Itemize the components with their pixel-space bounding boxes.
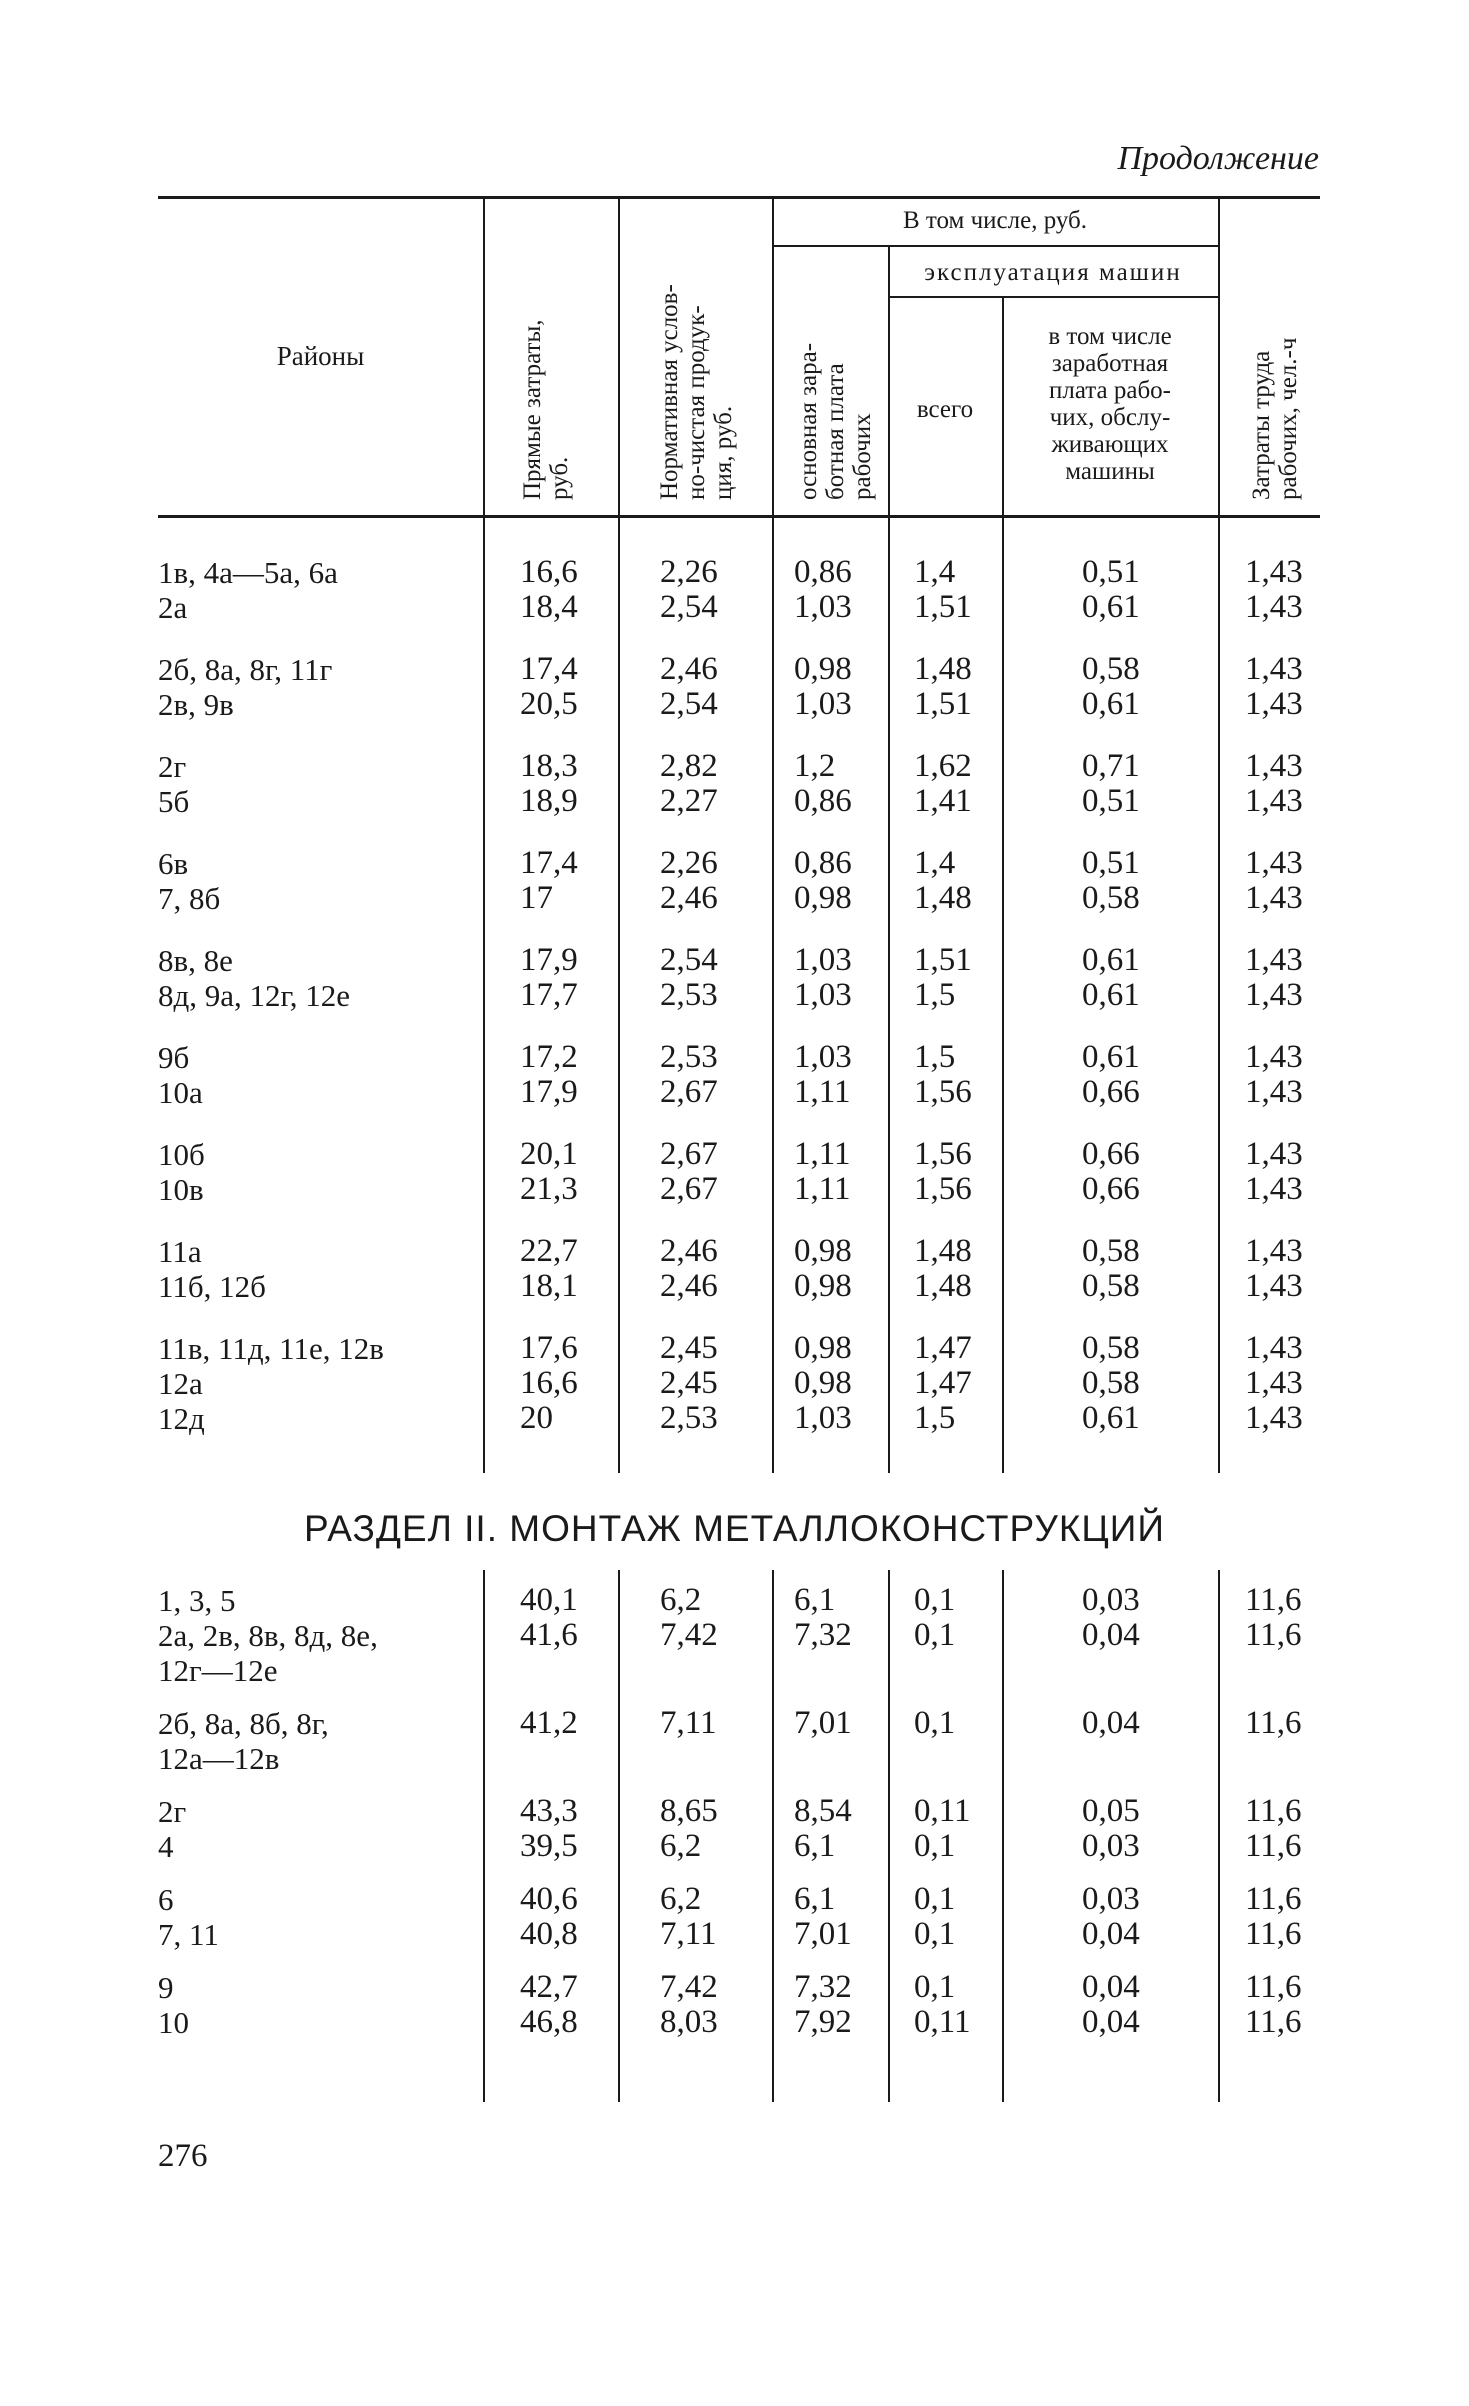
- cell-total: 1,4: [914, 554, 956, 590]
- header-incl-line: заработная: [1051, 350, 1169, 377]
- cell-mwage: 0,04: [1082, 1916, 1140, 1952]
- cell-wage: 0,86: [794, 783, 852, 819]
- cell-mwage: 0,66: [1082, 1136, 1140, 1172]
- cell-direct: 39,5: [520, 1828, 578, 1864]
- cell-norm: 7,42: [660, 1969, 718, 2005]
- cell-wage: 1,03: [794, 977, 852, 1013]
- cell-direct: 18,3: [520, 748, 578, 784]
- cell-norm: 2,45: [660, 1365, 718, 1401]
- column-divider: [888, 1570, 890, 2102]
- header-incl-wage: [1002, 323, 1218, 485]
- cell-direct: 40,1: [520, 1582, 578, 1618]
- cell-labor: 11,6: [1245, 1828, 1302, 1864]
- region-label: 2б, 8а, 8б, 8г, 12а—12в: [158, 1706, 329, 1776]
- cell-total: 1,56: [914, 1074, 972, 1110]
- cell-total: 1,48: [914, 880, 972, 916]
- region-label: 4: [158, 1829, 174, 1864]
- cell-direct: 18,4: [520, 589, 578, 625]
- cell-direct: 17,7: [520, 977, 578, 1013]
- cell-wage: 7,92: [794, 2004, 852, 2040]
- cell-labor: 1,43: [1245, 748, 1303, 784]
- cell-norm: 2,54: [660, 686, 718, 722]
- cell-norm: 8,65: [660, 1793, 718, 1829]
- region-label: 9: [158, 1970, 174, 2005]
- column-divider: [1218, 1570, 1220, 2102]
- cell-labor: 1,43: [1245, 686, 1303, 722]
- cell-direct: 40,6: [520, 1881, 578, 1917]
- cell-mwage: 0,58: [1082, 651, 1140, 687]
- cell-norm: 2,26: [660, 554, 718, 590]
- cell-wage: 1,03: [794, 1400, 852, 1436]
- region-label: 2а, 2в, 8в, 8д, 8е, 12г—12е: [158, 1618, 378, 1688]
- header-normative-net: [656, 284, 737, 500]
- region-label: 10б: [158, 1137, 205, 1172]
- region-label: 1в, 4а—5а, 6а: [158, 555, 338, 590]
- cell-norm: 2,67: [660, 1171, 718, 1207]
- column-divider: [483, 518, 485, 1473]
- cell-norm: 7,11: [660, 1916, 717, 1952]
- cell-wage: 1,03: [794, 1039, 852, 1075]
- cell-norm: 2,54: [660, 589, 718, 625]
- column-divider: [1002, 518, 1004, 1473]
- cell-norm: 2,46: [660, 1268, 718, 1304]
- cell-total: 1,51: [914, 942, 972, 978]
- cell-mwage: 0,71: [1082, 748, 1140, 784]
- cell-mwage: 0,61: [1082, 1039, 1140, 1075]
- cell-norm: 2,67: [660, 1074, 718, 1110]
- cell-direct: 17,9: [520, 942, 578, 978]
- cell-wage: 7,32: [794, 1617, 852, 1653]
- header-labor: [1248, 338, 1302, 500]
- cell-wage: 7,01: [794, 1705, 852, 1741]
- cell-wage: 6,1: [794, 1881, 836, 1917]
- cell-total: 1,4: [914, 845, 956, 881]
- cell-wage: 0,98: [794, 1330, 852, 1366]
- region-label: 8в, 8е: [158, 943, 233, 978]
- cell-total: 0,1: [914, 1582, 956, 1618]
- region-label: 12а: [158, 1366, 203, 1401]
- cell-wage: 1,11: [794, 1136, 851, 1172]
- cell-wage: 6,1: [794, 1582, 836, 1618]
- cell-wage: 0,98: [794, 1233, 852, 1269]
- cell-labor: 1,43: [1245, 1039, 1303, 1075]
- column-divider: [888, 518, 890, 1473]
- cell-labor: 1,43: [1245, 1400, 1303, 1436]
- cell-total: 1,5: [914, 1400, 956, 1436]
- cell-direct: 18,9: [520, 783, 578, 819]
- column-divider: [1002, 1570, 1004, 2102]
- region-label: 10в: [158, 1172, 204, 1207]
- cell-mwage: 0,04: [1082, 1969, 1140, 2005]
- cell-wage: 0,98: [794, 651, 852, 687]
- cell-total: 0,1: [914, 1969, 956, 2005]
- column-divider: [1218, 518, 1220, 1473]
- cell-wage: 8,54: [794, 1793, 852, 1829]
- region-label: 11в, 11д, 11е, 12в: [158, 1331, 384, 1366]
- cell-total: 0,1: [914, 1881, 956, 1917]
- cell-total: 1,5: [914, 1039, 956, 1075]
- header-col-divider: [618, 198, 620, 515]
- cell-total: 1,56: [914, 1171, 972, 1207]
- header-regions: Районы: [276, 341, 365, 371]
- region-label: 2г: [158, 749, 187, 784]
- header-incl-line: машины: [1065, 458, 1155, 485]
- cell-total: 0,11: [914, 2004, 971, 2040]
- column-divider: [483, 1570, 485, 2102]
- cell-labor: 11,6: [1245, 1881, 1302, 1917]
- region-label: 7, 11: [158, 1917, 219, 1952]
- cell-labor: 1,43: [1245, 1365, 1303, 1401]
- cell-direct: 18,1: [520, 1268, 578, 1304]
- cell-direct: 17,2: [520, 1039, 578, 1075]
- cell-wage: 0,98: [794, 1365, 852, 1401]
- region-label: 2в, 9в: [158, 687, 234, 722]
- region-label: 2а: [158, 590, 188, 625]
- cell-labor: 1,43: [1245, 783, 1303, 819]
- cell-total: 0,1: [914, 1916, 956, 1952]
- cell-mwage: 0,58: [1082, 1365, 1140, 1401]
- cell-direct: 16,6: [520, 554, 578, 590]
- header-normative-line: Нормативная услов-: [656, 284, 683, 500]
- header-labor-line: Затраты труда: [1248, 350, 1275, 500]
- continuation-label: Продолжение: [1117, 140, 1319, 177]
- cell-norm: 2,53: [660, 1039, 718, 1075]
- column-divider: [772, 518, 774, 1473]
- cell-norm: 2,53: [660, 1400, 718, 1436]
- cell-direct: 16,6: [520, 1365, 578, 1401]
- header-col-divider: [1218, 198, 1220, 515]
- cell-norm: 2,82: [660, 748, 718, 784]
- cell-norm: 7,42: [660, 1617, 718, 1653]
- cell-total: 1,48: [914, 1268, 972, 1304]
- region-label: 9б: [158, 1040, 190, 1075]
- cell-labor: 11,6: [1245, 1582, 1302, 1618]
- cell-direct: 42,7: [520, 1969, 578, 2005]
- cell-norm: 6,2: [660, 1881, 702, 1917]
- header-including: В том числе, руб.: [902, 207, 1088, 234]
- cell-direct: 17,4: [520, 651, 578, 687]
- cell-norm: 8,03: [660, 2004, 718, 2040]
- header-col-divider: [772, 198, 774, 515]
- cell-mwage: 0,58: [1082, 1233, 1140, 1269]
- header-machine-operation: эксплуатация машин: [924, 259, 1182, 286]
- cell-total: 1,48: [914, 651, 972, 687]
- cell-mwage: 0,51: [1082, 554, 1140, 590]
- cell-total: 0,11: [914, 1793, 971, 1829]
- region-label: 1, 3, 5: [158, 1583, 236, 1618]
- cell-norm: 2,46: [660, 880, 718, 916]
- region-label: 8д, 9а, 12г, 12е: [158, 978, 351, 1013]
- cell-wage: 1,03: [794, 589, 852, 625]
- cell-wage: 1,11: [794, 1171, 851, 1207]
- cell-mwage: 0,66: [1082, 1074, 1140, 1110]
- cell-direct: 20: [520, 1400, 553, 1436]
- cell-total: 1,56: [914, 1136, 972, 1172]
- including-rule: [772, 245, 1218, 247]
- cell-wage: 6,1: [794, 1828, 836, 1864]
- cell-labor: 1,43: [1245, 651, 1303, 687]
- header-normative-line: но-чистая продук-: [683, 305, 710, 500]
- cell-labor: 1,43: [1245, 1330, 1303, 1366]
- cell-total: 1,5: [914, 977, 956, 1013]
- cell-labor: 11,6: [1245, 1793, 1302, 1829]
- cell-direct: 17,6: [520, 1330, 578, 1366]
- cell-direct: 43,3: [520, 1793, 578, 1829]
- header-incl-line: чих, обслу-: [1049, 404, 1171, 431]
- cell-labor: 1,43: [1245, 845, 1303, 881]
- header-direct-line: Прямые затраты,: [519, 319, 546, 500]
- header-wage-line: рабочих: [849, 413, 876, 500]
- header-normative-line: ция, руб.: [710, 405, 737, 500]
- region-label: 12д: [158, 1401, 205, 1436]
- header-bottom-rule: [158, 515, 1320, 518]
- region-label: 2б, 8а, 8г, 11г: [158, 652, 333, 687]
- cell-mwage: 0,04: [1082, 1705, 1140, 1741]
- header-wage-line: основная зара-: [795, 342, 822, 500]
- cell-mwage: 0,04: [1082, 1617, 1140, 1653]
- cell-total: 1,48: [914, 1233, 972, 1269]
- cell-total: 0,1: [914, 1705, 956, 1741]
- cell-norm: 2,53: [660, 977, 718, 1013]
- cell-total: 0,1: [914, 1828, 956, 1864]
- cell-direct: 21,3: [520, 1171, 578, 1207]
- header-incl-line: в том числе: [1048, 323, 1172, 350]
- cell-labor: 11,6: [1245, 1969, 1302, 2005]
- cell-total: 1,41: [914, 783, 972, 819]
- cell-wage: 1,11: [794, 1074, 851, 1110]
- cell-total: 1,62: [914, 748, 972, 784]
- cell-mwage: 0,03: [1082, 1881, 1140, 1917]
- cell-labor: 11,6: [1245, 1705, 1302, 1741]
- cell-direct: 41,2: [520, 1705, 578, 1741]
- cell-wage: 1,03: [794, 942, 852, 978]
- header-labor-line: рабочих, чел.-ч: [1275, 337, 1302, 500]
- cell-mwage: 0,58: [1082, 880, 1140, 916]
- cell-wage: 0,86: [794, 554, 852, 590]
- cell-norm: 2,26: [660, 845, 718, 881]
- header-col-divider: [483, 198, 485, 515]
- cell-norm: 2,45: [660, 1330, 718, 1366]
- column-divider: [772, 1570, 774, 2102]
- cell-labor: 1,43: [1245, 880, 1303, 916]
- table-top-rule: [158, 196, 1320, 199]
- cell-total: 0,1: [914, 1617, 956, 1653]
- header-direct-costs: [519, 320, 573, 501]
- cell-wage: 7,01: [794, 1916, 852, 1952]
- header-machine-total: всего: [916, 396, 974, 423]
- cell-norm: 2,46: [660, 651, 718, 687]
- column-divider: [618, 518, 620, 1473]
- cell-labor: 1,43: [1245, 1074, 1303, 1110]
- cell-mwage: 0,04: [1082, 2004, 1140, 2040]
- region-label: 6в: [158, 846, 189, 881]
- cell-mwage: 0,51: [1082, 783, 1140, 819]
- cell-direct: 20,5: [520, 686, 578, 722]
- cell-labor: 1,43: [1245, 977, 1303, 1013]
- header-base-wage: [795, 343, 876, 500]
- region-label: 7, 8б: [158, 881, 221, 916]
- cell-norm: 2,67: [660, 1136, 718, 1172]
- cell-wage: 1,2: [794, 748, 836, 784]
- header-incl-line: живающих: [1051, 431, 1169, 458]
- cell-wage: 0,86: [794, 845, 852, 881]
- section2-title: РАЗДЕЛ II. МОНТАЖ МЕТАЛЛОКОНСТРУКЦИЙ: [304, 1508, 1165, 1549]
- header-wage-line: ботная плата: [822, 363, 849, 500]
- cell-mwage: 0,05: [1082, 1793, 1140, 1829]
- region-label: 11б, 12б: [158, 1269, 266, 1304]
- cell-direct: 41,6: [520, 1617, 578, 1653]
- cell-mwage: 0,61: [1082, 942, 1140, 978]
- cell-total: 1,47: [914, 1365, 972, 1401]
- cell-mwage: 0,66: [1082, 1171, 1140, 1207]
- cell-mwage: 0,61: [1082, 686, 1140, 722]
- cell-wage: 0,98: [794, 880, 852, 916]
- region-label: 10а: [158, 1075, 203, 1110]
- cell-direct: 22,7: [520, 1233, 578, 1269]
- cell-labor: 1,43: [1245, 1233, 1303, 1269]
- cell-wage: 7,32: [794, 1969, 852, 2005]
- cell-norm: 2,54: [660, 942, 718, 978]
- cell-labor: 11,6: [1245, 2004, 1302, 2040]
- header-col-divider: [888, 247, 890, 515]
- cell-total: 1,51: [914, 686, 972, 722]
- cell-labor: 1,43: [1245, 942, 1303, 978]
- machine-rule: [888, 296, 1218, 298]
- column-divider: [618, 1570, 620, 2102]
- cell-mwage: 0,61: [1082, 589, 1140, 625]
- cell-wage: 0,98: [794, 1268, 852, 1304]
- region-label: 2г: [158, 1794, 187, 1829]
- cell-direct: 17,4: [520, 845, 578, 881]
- cell-labor: 1,43: [1245, 1136, 1303, 1172]
- cell-norm: 2,46: [660, 1233, 718, 1269]
- cell-total: 1,51: [914, 589, 972, 625]
- page-number: 276: [158, 2138, 208, 2174]
- cell-total: 1,47: [914, 1330, 972, 1366]
- cell-mwage: 0,58: [1082, 1330, 1140, 1366]
- cell-norm: 6,2: [660, 1582, 702, 1618]
- cell-norm: 7,11: [660, 1705, 717, 1741]
- cell-direct: 17,9: [520, 1074, 578, 1110]
- cell-labor: 1,43: [1245, 1268, 1303, 1304]
- region-label: 5б: [158, 784, 190, 819]
- header-direct-line: руб.: [546, 456, 573, 500]
- cell-mwage: 0,51: [1082, 845, 1140, 881]
- region-label: 6: [158, 1882, 174, 1917]
- cell-norm: 2,27: [660, 783, 718, 819]
- cell-mwage: 0,61: [1082, 977, 1140, 1013]
- cell-mwage: 0,61: [1082, 1400, 1140, 1436]
- cell-labor: 1,43: [1245, 589, 1303, 625]
- cell-labor: 1,43: [1245, 554, 1303, 590]
- cell-direct: 17: [520, 880, 553, 916]
- header-incl-line: плата рабо-: [1048, 377, 1172, 404]
- cell-mwage: 0,03: [1082, 1582, 1140, 1618]
- cell-mwage: 0,03: [1082, 1828, 1140, 1864]
- region-label: 10: [158, 2005, 189, 2040]
- cell-direct: 40,8: [520, 1916, 578, 1952]
- cell-labor: 11,6: [1245, 1916, 1302, 1952]
- cell-labor: 11,6: [1245, 1617, 1302, 1653]
- region-label: 11а: [158, 1234, 202, 1269]
- cell-direct: 46,8: [520, 2004, 578, 2040]
- cell-mwage: 0,58: [1082, 1268, 1140, 1304]
- cell-norm: 6,2: [660, 1828, 702, 1864]
- cell-labor: 1,43: [1245, 1171, 1303, 1207]
- cell-wage: 1,03: [794, 686, 852, 722]
- cell-direct: 20,1: [520, 1136, 578, 1172]
